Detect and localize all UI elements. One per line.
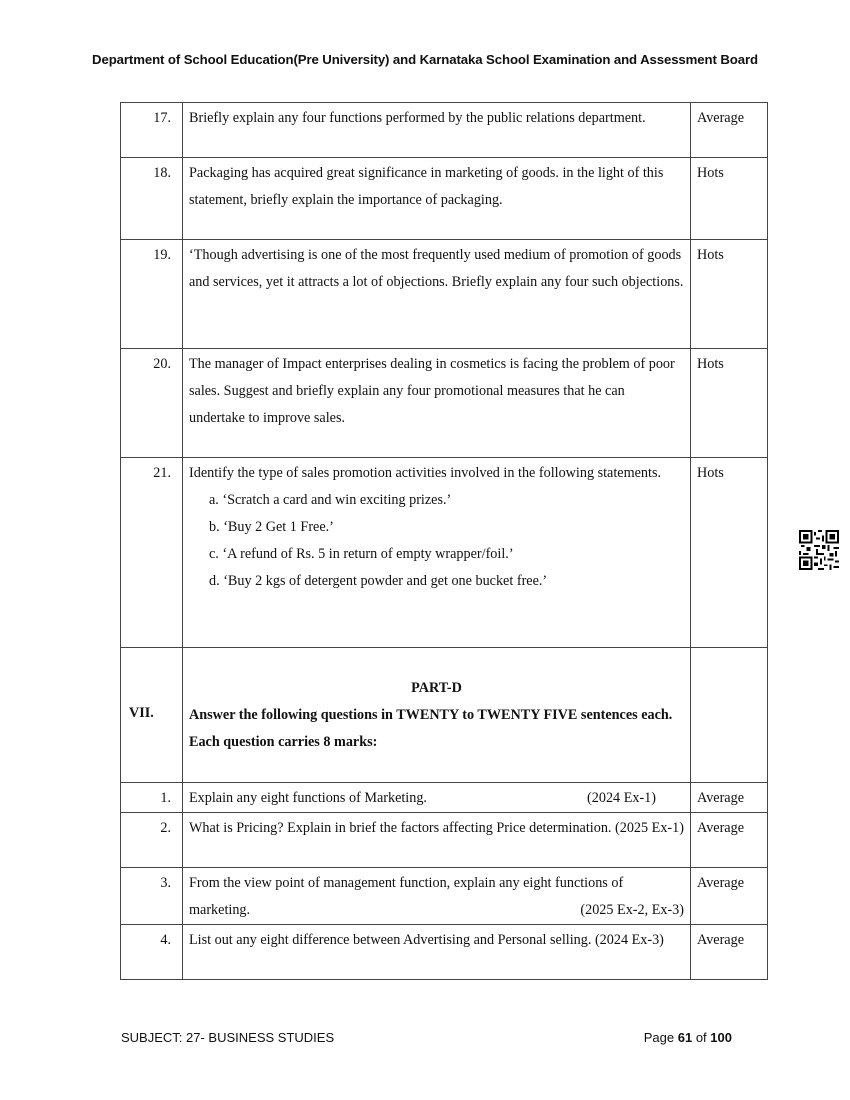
question-table [120, 102, 768, 980]
table-row [121, 240, 768, 349]
page-current: 61 [677, 1030, 693, 1045]
part-d-instruction: Answer the following questions in TWENTY to TWENTY FIVE sentences each. Each question carries 8 marks: [189, 707, 673, 750]
footer-subject: SUBJECT: 27- BUSINESS STUDIES [121, 1030, 335, 1045]
difficulty-level: Average [691, 103, 768, 158]
option-item: a. ‘Scratch a card and win exciting prizes.’ [209, 492, 452, 508]
option-item: b. ‘Buy 2 Get 1 Free.’ [209, 519, 334, 535]
option-list [189, 487, 684, 595]
question-number: 1. [121, 783, 183, 813]
question-cell [183, 868, 691, 925]
table-row [121, 925, 768, 980]
question-cell [183, 458, 691, 648]
page-header: Department of School Education(Pre University) and Karnataka School Examination and Assessment Board [92, 52, 758, 67]
table-row [121, 813, 768, 868]
question-text: ‘Though advertising is one of the most frequently used medium of promotion of goods and services, yet it attracts a lot of objections. Briefly explain any four such objections. [183, 240, 691, 349]
part-d-header-row [121, 648, 768, 783]
page-total: 100 [710, 1030, 732, 1045]
question-number: 2. [121, 813, 183, 868]
table-row [121, 458, 768, 648]
table-row [121, 868, 768, 925]
part-d-cell [183, 648, 691, 783]
question-text: From the view point of management function, explain any eight functions of marketing. [189, 875, 624, 918]
page-prefix: Page [643, 1030, 675, 1045]
part-d-title: PART-D [411, 680, 462, 696]
question-number: 19. [121, 240, 183, 349]
difficulty-level: Average [691, 868, 768, 925]
table-row [121, 158, 768, 240]
exam-reference: (2025 Ex-2, Ex-3) [580, 902, 684, 918]
difficulty-level: Hots [691, 158, 768, 240]
table-row [121, 349, 768, 458]
question-text: Explain any eight functions of Marketing. [189, 790, 427, 806]
difficulty-level: Hots [691, 458, 768, 648]
table-row [121, 103, 768, 158]
question-number: 18. [121, 158, 183, 240]
table-row [121, 783, 768, 813]
section-roman-numeral: VII. [121, 648, 183, 783]
question-number: 4. [121, 925, 183, 980]
question-number: 3. [121, 868, 183, 925]
question-text: Packaging has acquired great significance in marketing of goods. in the light of this statement, briefly explain the importance of packaging. [183, 158, 691, 240]
empty-cell [691, 648, 768, 783]
question-cell [183, 783, 691, 813]
exam-reference: (2024 Ex-1) [587, 790, 656, 806]
question-text: Briefly explain any four functions performed by the public relations department. [183, 103, 691, 158]
difficulty-level: Average [691, 925, 768, 980]
qr-code-icon [799, 530, 839, 570]
question-text: What is Pricing? Explain in brief the factors affecting Price determination. (2025 Ex-1) [183, 813, 691, 868]
question-text: The manager of Impact enterprises dealing in cosmetics is facing the problem of poor sales. Suggest and briefly explain any four promotional measures that he can undertake to improve sales. [183, 349, 691, 458]
difficulty-level: Hots [691, 349, 768, 458]
page-of: of [695, 1030, 707, 1045]
difficulty-level: Average [691, 813, 768, 868]
option-item: c. ‘A refund of Rs. 5 in return of empty wrapper/foil.’ [209, 546, 514, 562]
difficulty-level: Hots [691, 240, 768, 349]
footer-page-number [644, 1030, 732, 1045]
option-item: d. ‘Buy 2 kgs of detergent powder and get one bucket free.’ [209, 573, 548, 589]
question-text: Identify the type of sales promotion activities involved in the following statements. [189, 465, 662, 481]
question-number: 21. [121, 458, 183, 648]
question-number: 20. [121, 349, 183, 458]
question-number: 17. [121, 103, 183, 158]
question-text: List out any eight difference between Advertising and Personal selling. (2024 Ex-3) [183, 925, 691, 980]
difficulty-level: Average [691, 783, 768, 813]
